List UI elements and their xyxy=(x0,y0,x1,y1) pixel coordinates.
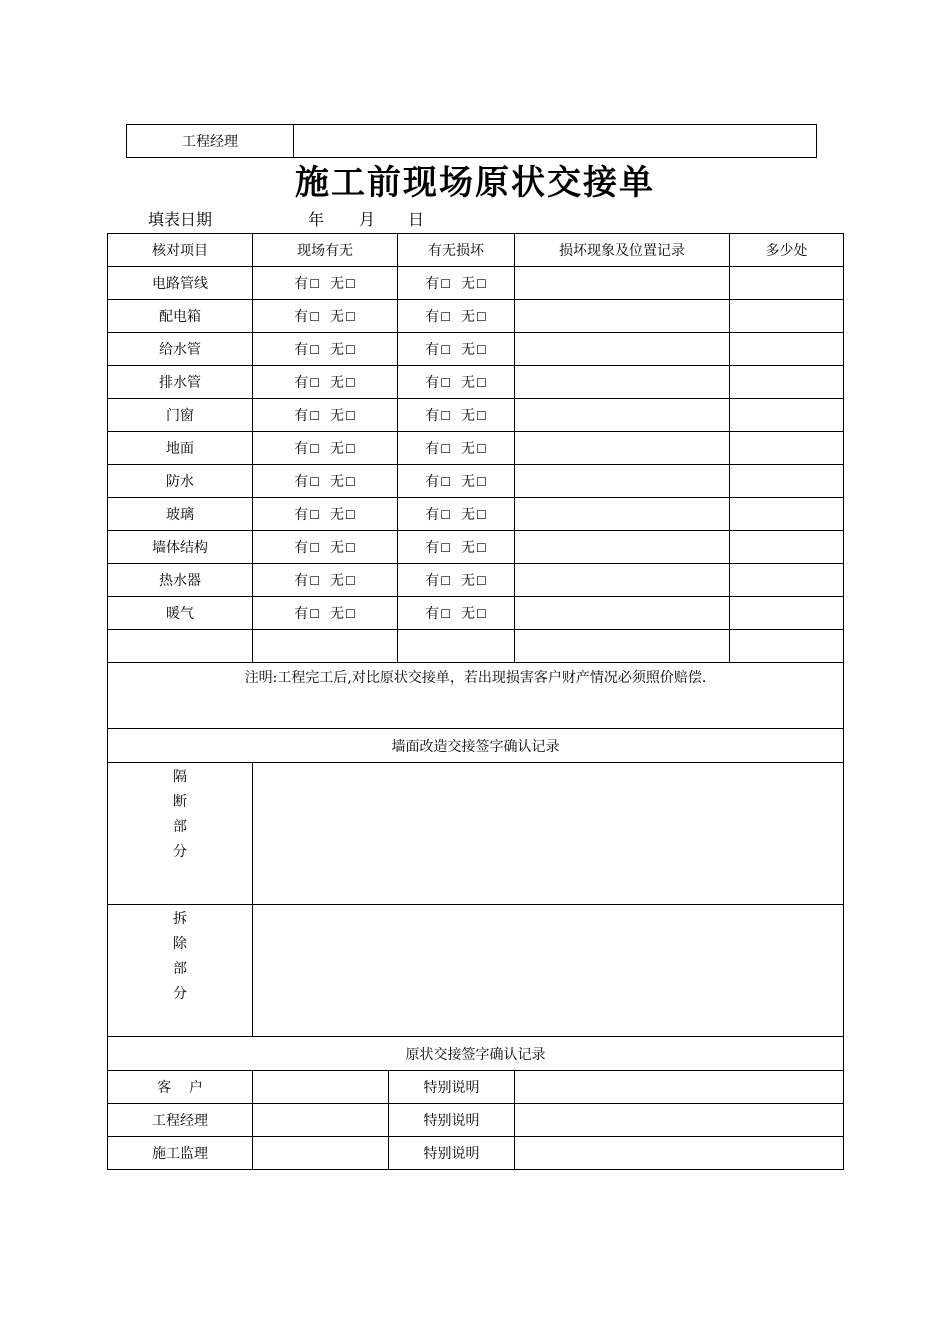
option-label: 有 xyxy=(425,507,440,523)
damage-no-option[interactable] xyxy=(461,603,487,623)
damage-record-field[interactable] xyxy=(515,432,730,465)
checkbox-icon[interactable]: ☐ xyxy=(345,475,356,489)
presence-cell xyxy=(253,399,398,432)
damage-record-field[interactable] xyxy=(515,300,730,333)
checkbox-icon[interactable]: ☐ xyxy=(476,310,487,324)
option-label: 有 xyxy=(294,573,309,589)
item-name: 电路管线 xyxy=(108,267,253,300)
option-label: 有 xyxy=(425,309,440,325)
item-name: 门窗 xyxy=(108,399,253,432)
damage-no-option[interactable] xyxy=(461,570,487,590)
damage-cell xyxy=(398,564,515,597)
damage-cell xyxy=(398,300,515,333)
item-name: 玻璃 xyxy=(108,498,253,531)
checkbox-icon[interactable]: ☐ xyxy=(345,277,356,291)
checkbox-icon[interactable]: ☐ xyxy=(440,409,451,423)
item-name: 墙体结构 xyxy=(108,531,253,564)
demolition-field[interactable] xyxy=(253,905,844,1037)
presence-cell xyxy=(253,366,398,399)
option-label: 无 xyxy=(330,606,344,622)
damage-yes-option[interactable] xyxy=(425,537,451,557)
checkbox-icon[interactable]: ☐ xyxy=(476,343,487,357)
presence-no-option[interactable] xyxy=(330,273,356,293)
damage-cell xyxy=(398,333,515,366)
damage-record-field[interactable] xyxy=(515,333,730,366)
checkbox-icon[interactable]: ☐ xyxy=(345,376,356,390)
damage-count-field[interactable] xyxy=(730,432,844,465)
presence-no-option[interactable] xyxy=(330,537,356,557)
presence-no-option[interactable] xyxy=(330,504,356,524)
presence-no-option[interactable] xyxy=(330,405,356,425)
damage-count-field[interactable] xyxy=(730,333,844,366)
presence-cell xyxy=(253,531,398,564)
presence-yes-option[interactable] xyxy=(294,306,320,326)
option-label: 有 xyxy=(425,540,440,556)
label-char: 断 xyxy=(173,794,187,810)
checkbox-icon[interactable]: ☐ xyxy=(476,574,487,588)
presence-no-option[interactable] xyxy=(330,438,356,458)
checkbox-icon[interactable]: ☐ xyxy=(309,277,320,291)
note-row xyxy=(108,663,844,729)
signer-role: 工程经理 xyxy=(108,1104,253,1137)
checkbox-icon[interactable]: ☐ xyxy=(476,541,487,555)
damage-no-option[interactable] xyxy=(461,471,487,491)
option-label: 有 xyxy=(294,441,309,457)
fill-date-line xyxy=(0,208,950,232)
option-label: 无 xyxy=(330,342,344,358)
sign-section-title: 原状交接签字确认记录 xyxy=(108,1037,844,1071)
damage-count-field[interactable] xyxy=(730,465,844,498)
presence-yes-option[interactable] xyxy=(294,405,320,425)
checkbox-icon[interactable]: ☐ xyxy=(309,343,320,357)
damage-yes-option[interactable] xyxy=(425,306,451,326)
partition-field[interactable] xyxy=(253,763,844,905)
damage-no-option[interactable] xyxy=(461,306,487,326)
option-label: 有 xyxy=(425,375,440,391)
option-label: 无 xyxy=(330,276,344,292)
item-name: 防水 xyxy=(108,465,253,498)
option-label: 无 xyxy=(330,474,344,490)
damage-no-option[interactable] xyxy=(461,273,487,293)
table-header-row xyxy=(108,234,844,267)
damage-record-field[interactable] xyxy=(515,366,730,399)
table-row xyxy=(108,399,844,432)
option-label: 有 xyxy=(294,408,309,424)
checkbox-icon[interactable]: ☐ xyxy=(476,277,487,291)
checkbox-icon[interactable]: ☐ xyxy=(440,343,451,357)
presence-yes-option[interactable] xyxy=(294,372,320,392)
damage-cell xyxy=(398,498,515,531)
project-manager-header-table xyxy=(126,124,817,158)
option-label: 无 xyxy=(330,573,344,589)
checkbox-icon[interactable]: ☐ xyxy=(440,508,451,522)
date-day-label: 日 xyxy=(408,210,425,229)
presence-cell xyxy=(253,267,398,300)
label-char: 除 xyxy=(173,936,187,952)
damage-no-option[interactable] xyxy=(461,438,487,458)
note-text: 注明:工程完工后,对比原状交接单，若出现损害客户财产情况必须照价赔偿. xyxy=(108,663,844,729)
date-year-label: 年 xyxy=(308,210,325,229)
checkbox-icon[interactable]: ☐ xyxy=(309,442,320,456)
option-label: 有 xyxy=(425,276,440,292)
option-label: 有 xyxy=(294,309,309,325)
option-label: 无 xyxy=(461,375,475,391)
damage-record-field[interactable] xyxy=(515,564,730,597)
presence-cell xyxy=(253,498,398,531)
presence-yes-option[interactable] xyxy=(294,273,320,293)
column-header: 多少处 xyxy=(730,234,844,267)
damage-record-field[interactable] xyxy=(515,531,730,564)
option-label: 无 xyxy=(461,573,475,589)
damage-yes-option[interactable] xyxy=(425,504,451,524)
presence-yes-option[interactable] xyxy=(294,471,320,491)
table-row xyxy=(108,531,844,564)
wall-section-title-row xyxy=(108,729,844,763)
presence-cell xyxy=(253,300,398,333)
damage-record-field[interactable] xyxy=(515,399,730,432)
damage-record-field[interactable] xyxy=(515,498,730,531)
wall-section-title: 墙面改造交接签字确认记录 xyxy=(108,729,844,763)
fill-date-label: 填表日期 xyxy=(148,210,213,229)
blank-count-field[interactable] xyxy=(730,630,844,663)
checkbox-icon[interactable]: ☐ xyxy=(345,607,356,621)
checkbox-icon[interactable]: ☐ xyxy=(345,409,356,423)
date-month-label: 月 xyxy=(359,210,376,229)
table-row xyxy=(108,597,844,630)
presence-cell xyxy=(253,597,398,630)
presence-yes-option[interactable] xyxy=(294,603,320,623)
partition-label xyxy=(108,763,253,905)
table-row xyxy=(108,300,844,333)
option-label: 无 xyxy=(461,606,475,622)
checkbox-icon[interactable]: ☐ xyxy=(309,508,320,522)
checkbox-icon[interactable]: ☐ xyxy=(440,475,451,489)
checkbox-icon[interactable]: ☐ xyxy=(440,541,451,555)
checkbox-icon[interactable]: ☐ xyxy=(309,607,320,621)
checkbox-icon[interactable]: ☐ xyxy=(440,376,451,390)
label-char: 分 xyxy=(173,986,187,1002)
option-label: 无 xyxy=(461,540,475,556)
signer-role: 客 户 xyxy=(108,1071,253,1104)
item-name: 暖气 xyxy=(108,597,253,630)
table-row xyxy=(108,498,844,531)
item-name: 配电箱 xyxy=(108,300,253,333)
checkbox-icon[interactable]: ☐ xyxy=(440,277,451,291)
checkbox-icon[interactable]: ☐ xyxy=(309,574,320,588)
damage-cell xyxy=(398,399,515,432)
checkbox-icon[interactable]: ☐ xyxy=(440,310,451,324)
partition-row xyxy=(108,763,844,905)
damage-record-field[interactable] xyxy=(515,465,730,498)
special-note-label: 特别说明 xyxy=(389,1071,515,1104)
presence-yes-option[interactable] xyxy=(294,570,320,590)
sign-section-title-row xyxy=(108,1037,844,1071)
presence-no-option[interactable] xyxy=(330,306,356,326)
presence-yes-option[interactable] xyxy=(294,504,320,524)
checkbox-icon[interactable]: ☐ xyxy=(345,343,356,357)
special-note-field[interactable] xyxy=(515,1104,844,1137)
demolition-row xyxy=(108,905,844,1037)
option-label: 有 xyxy=(425,408,440,424)
damage-no-option[interactable] xyxy=(461,372,487,392)
damage-record-field[interactable] xyxy=(515,267,730,300)
option-label: 无 xyxy=(461,474,475,490)
presence-cell xyxy=(253,564,398,597)
signature-field[interactable] xyxy=(253,1071,389,1104)
table-row xyxy=(108,465,844,498)
option-label: 有 xyxy=(294,540,309,556)
signer-role: 施工监理 xyxy=(108,1137,253,1170)
damage-count-field[interactable] xyxy=(730,498,844,531)
damage-no-option[interactable] xyxy=(461,537,487,557)
presence-no-option[interactable] xyxy=(330,372,356,392)
handover-table xyxy=(107,233,844,1170)
column-header: 现场有无 xyxy=(253,234,398,267)
blank-presence-field[interactable] xyxy=(253,630,398,663)
option-label: 有 xyxy=(425,474,440,490)
item-name: 排水管 xyxy=(108,366,253,399)
presence-cell xyxy=(253,432,398,465)
option-label: 有 xyxy=(425,606,440,622)
checkbox-icon[interactable]: ☐ xyxy=(345,541,356,555)
checkbox-icon[interactable]: ☐ xyxy=(476,409,487,423)
damage-yes-option[interactable] xyxy=(425,372,451,392)
option-label: 有 xyxy=(425,441,440,457)
document-title: 施工前现场原状交接单 xyxy=(295,163,655,203)
damage-yes-option[interactable] xyxy=(425,273,451,293)
presence-no-option[interactable] xyxy=(330,471,356,491)
option-label: 有 xyxy=(425,342,440,358)
checkbox-icon[interactable]: ☐ xyxy=(345,310,356,324)
damage-count-field[interactable] xyxy=(730,267,844,300)
damage-count-field[interactable] xyxy=(730,531,844,564)
presence-no-option[interactable] xyxy=(330,603,356,623)
table-row xyxy=(108,267,844,300)
checkbox-icon[interactable]: ☐ xyxy=(345,508,356,522)
checkbox-icon[interactable]: ☐ xyxy=(476,607,487,621)
special-note-label: 特别说明 xyxy=(389,1137,515,1170)
option-label: 无 xyxy=(330,540,344,556)
presence-cell xyxy=(253,465,398,498)
damage-yes-option[interactable] xyxy=(425,471,451,491)
option-label: 无 xyxy=(461,507,475,523)
blank-damage-field[interactable] xyxy=(398,630,515,663)
option-label: 有 xyxy=(294,606,309,622)
option-label: 无 xyxy=(330,408,344,424)
checkbox-icon[interactable]: ☐ xyxy=(440,442,451,456)
option-label: 有 xyxy=(294,276,309,292)
damage-no-option[interactable] xyxy=(461,405,487,425)
blank-record-field[interactable] xyxy=(515,630,730,663)
checkbox-icon[interactable]: ☐ xyxy=(345,442,356,456)
damage-yes-option[interactable] xyxy=(425,603,451,623)
label-char: 隔 xyxy=(173,769,187,785)
option-label: 无 xyxy=(461,342,475,358)
blank-item-field[interactable] xyxy=(108,630,253,663)
signature-row xyxy=(108,1071,844,1104)
special-note-label: 特别说明 xyxy=(389,1104,515,1137)
option-label: 有 xyxy=(294,375,309,391)
damage-cell xyxy=(398,432,515,465)
damage-yes-option[interactable] xyxy=(425,438,451,458)
presence-yes-option[interactable] xyxy=(294,438,320,458)
table-row xyxy=(108,432,844,465)
signature-row xyxy=(108,1104,844,1137)
signature-row xyxy=(108,1137,844,1170)
damage-cell xyxy=(398,366,515,399)
option-label: 无 xyxy=(461,441,475,457)
table-row xyxy=(108,366,844,399)
damage-cell xyxy=(398,531,515,564)
checkbox-icon[interactable]: ☐ xyxy=(309,541,320,555)
item-name: 热水器 xyxy=(108,564,253,597)
checkbox-icon[interactable]: ☐ xyxy=(309,376,320,390)
checkbox-icon[interactable]: ☐ xyxy=(309,475,320,489)
damage-count-field[interactable] xyxy=(730,597,844,630)
label-char: 部 xyxy=(173,961,187,977)
option-label: 无 xyxy=(330,309,344,325)
column-header: 损坏现象及位置记录 xyxy=(515,234,730,267)
option-label: 有 xyxy=(294,507,309,523)
checkbox-icon[interactable]: ☐ xyxy=(476,442,487,456)
damage-cell xyxy=(398,465,515,498)
option-label: 有 xyxy=(294,474,309,490)
damage-no-option[interactable] xyxy=(461,504,487,524)
damage-yes-option[interactable] xyxy=(425,339,451,359)
project-manager-field[interactable] xyxy=(294,125,817,158)
option-label: 有 xyxy=(294,342,309,358)
special-note-field[interactable] xyxy=(515,1071,844,1104)
item-name: 给水管 xyxy=(108,333,253,366)
option-label: 无 xyxy=(330,507,344,523)
damage-count-field[interactable] xyxy=(730,564,844,597)
option-label: 有 xyxy=(425,573,440,589)
damage-record-field[interactable] xyxy=(515,597,730,630)
damage-count-field[interactable] xyxy=(730,300,844,333)
signature-field[interactable] xyxy=(253,1104,389,1137)
label-char: 部 xyxy=(173,819,187,835)
presence-no-option[interactable] xyxy=(330,339,356,359)
label-char: 拆 xyxy=(173,911,187,927)
checkbox-icon[interactable]: ☐ xyxy=(476,508,487,522)
table-row xyxy=(108,564,844,597)
checkbox-icon[interactable]: ☐ xyxy=(345,574,356,588)
table-row xyxy=(108,333,844,366)
option-label: 无 xyxy=(330,375,344,391)
checkbox-icon[interactable]: ☐ xyxy=(476,376,487,390)
project-manager-label: 工程经理 xyxy=(127,125,294,158)
damage-yes-option[interactable] xyxy=(425,570,451,590)
blank-row xyxy=(108,630,844,663)
presence-yes-option[interactable] xyxy=(294,339,320,359)
checkbox-icon[interactable]: ☐ xyxy=(440,607,451,621)
checkbox-icon[interactable]: ☐ xyxy=(309,409,320,423)
option-label: 无 xyxy=(461,408,475,424)
damage-count-field[interactable] xyxy=(730,399,844,432)
presence-cell xyxy=(253,333,398,366)
column-header: 核对项目 xyxy=(108,234,253,267)
option-label: 无 xyxy=(461,276,475,292)
special-note-field[interactable] xyxy=(515,1137,844,1170)
item-name: 地面 xyxy=(108,432,253,465)
damage-cell xyxy=(398,597,515,630)
damage-count-field[interactable] xyxy=(730,366,844,399)
checkbox-icon[interactable]: ☐ xyxy=(309,310,320,324)
option-label: 无 xyxy=(330,441,344,457)
checkbox-icon[interactable]: ☐ xyxy=(440,574,451,588)
label-char: 分 xyxy=(173,844,187,860)
damage-cell xyxy=(398,267,515,300)
demolition-label xyxy=(108,905,253,1037)
damage-no-option[interactable] xyxy=(461,339,487,359)
damage-yes-option[interactable] xyxy=(425,405,451,425)
checkbox-icon[interactable]: ☐ xyxy=(476,475,487,489)
column-header: 有无损坏 xyxy=(398,234,515,267)
presence-yes-option[interactable] xyxy=(294,537,320,557)
option-label: 无 xyxy=(461,309,475,325)
presence-no-option[interactable] xyxy=(330,570,356,590)
signature-field[interactable] xyxy=(253,1137,389,1170)
